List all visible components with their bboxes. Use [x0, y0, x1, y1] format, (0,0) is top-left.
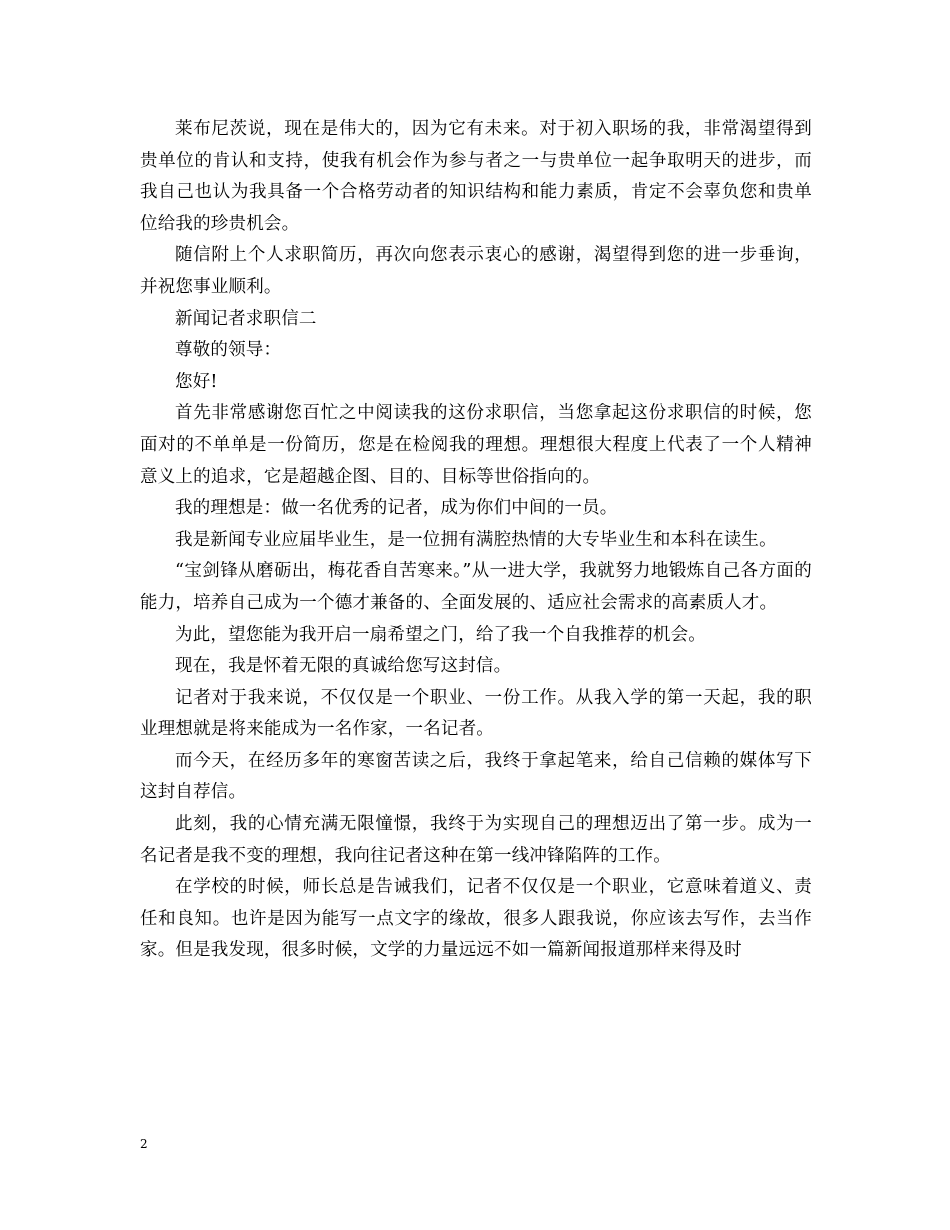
paragraph: 而今天，在经历多年的寒窗苦读之后，我终于拿起笔来，给自己信赖的媒体写下这封自荐信。: [140, 750, 812, 803]
paragraph: “宝剑锋从磨砺出，梅花香自苦寒来。”从一进大学，我就努力地锻炼自己各方面的能力，培养自己成为一个德才兼备的、全面发展的、适应社会需求的高素质人才。: [140, 561, 812, 613]
paragraph: 现在，我是怀着无限的真诚给您写这封信。: [175, 656, 512, 677]
document-body: [140, 114, 812, 967]
paragraph: 为此，望您能为我开启一扇希望之门，给了我一个自我推荐的机会。: [175, 624, 706, 645]
paragraph: 记者对于我来说，不仅仅是一个职业、一份工作。从我入学的第一天起，我的职业理想就是将来能成为一名作家，一名记者。: [140, 687, 812, 740]
page-number: 2: [140, 1137, 148, 1151]
greeting: 您好!: [175, 371, 218, 392]
section-heading: 新闻记者求职信二: [175, 308, 317, 329]
paragraph: 我的理想是：做一名优秀的记者，成为你们中间的一员。: [175, 498, 618, 519]
paragraph: 我是新闻专业应届毕业生，是一位拥有满腔热情的大专毕业生和本科在读生。: [175, 529, 777, 550]
paragraph: 首先非常感谢您百忙之中阅读我的这份求职信，当您拿起这份求职信的时候，您面对的不单单是一份简历，您是在检阅我的理想。理想很大程度上代表了一个人精神意义上的追求，它是超越企图、目的、目标等世俗指向的。: [140, 403, 812, 487]
salutation: 尊敬的领导：: [175, 340, 282, 361]
paragraph: 随信附上个人求职简历，再次向您表示衷心的感谢，渴望得到您的进一步垂询，并祝您事业顺利。: [140, 245, 812, 297]
paragraph: 此刻，我的心情充满无限憧憬，我终于为实现自己的理想迈出了第一步。成为一名记者是我不变的理想，我向往记者这种在第一线冲锋陷阵的工作。: [140, 814, 812, 866]
paragraph: 莱布尼茨说，现在是伟大的，因为它有未来。对于初入职场的我，非常渴望得到贵单位的肯认和支持，使我有机会作为参与者之一与贵单位一起争取明天的进步，而我自己也认为我具备一个合格劳动者的知识结构和能力素质，肯定不会辜负您和贵单位给我的珍贵机会。: [140, 119, 812, 234]
paragraph: 在学校的时候，师长总是告诫我们，记者不仅仅是一个职业，它意味着道义、责任和良知。也许是因为能写一点文字的缘故，很多人跟我说，你应该去写作，去当作家。但是我发现，很多时候，文学的力量远远不如一篇新闻报道那样来得及时: [140, 877, 812, 961]
